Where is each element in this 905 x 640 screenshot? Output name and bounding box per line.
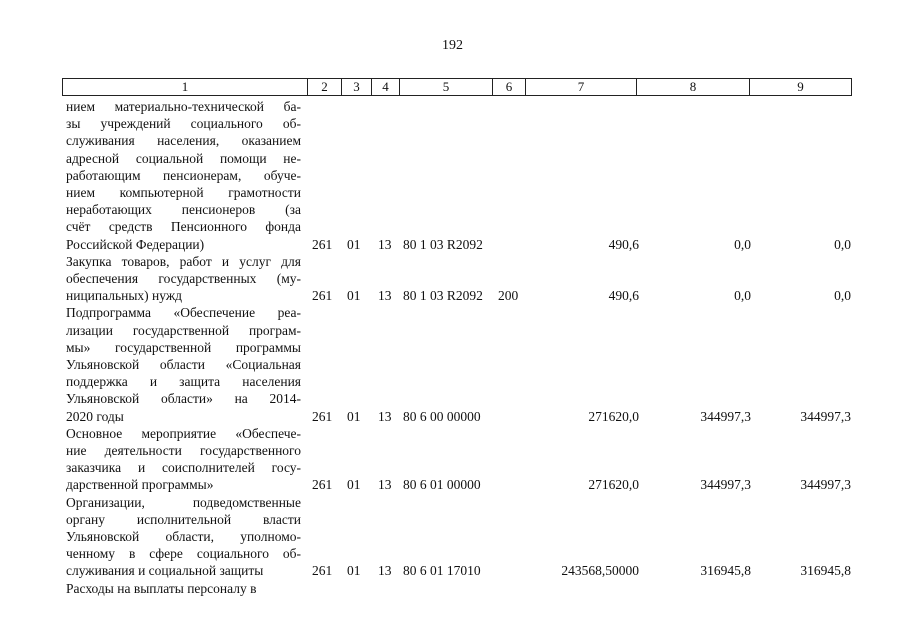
- description-line: неработающих пенсионеров (за: [66, 202, 301, 218]
- cell-col-8: 0,0: [734, 236, 751, 252]
- cell-col-7: 271620,0: [588, 408, 639, 424]
- description-line: Основное мероприятие «Обеспече-: [66, 425, 301, 441]
- row-description: [66, 304, 301, 424]
- cell-col-4: 13: [378, 563, 392, 579]
- description-line: служивания и социальной защиты: [66, 563, 264, 579]
- description-line: счёт средств Пенсионного фонда: [66, 219, 301, 235]
- cell-col-5: 80 1 03 R2092: [403, 236, 483, 252]
- cell-col-2: 261: [312, 288, 333, 304]
- cell-col-8: 344997,3: [700, 477, 751, 493]
- description-line: мы» государственной программы: [66, 339, 301, 355]
- row-description: [66, 425, 301, 494]
- description-line: Закупка товаров, работ и услуг для: [66, 253, 301, 269]
- cell-col-8: 344997,3: [700, 408, 751, 424]
- table-row: [0, 98, 905, 253]
- description-line: поддержка и защита населения: [66, 374, 301, 390]
- table-row: [0, 253, 905, 305]
- description-line: работающим пенсионерам, обуче-: [66, 167, 301, 183]
- row-description: [66, 580, 301, 597]
- header-col-5: 5: [400, 79, 493, 95]
- header-col-9: 9: [797, 79, 804, 94]
- cell-col-9: 344997,3: [800, 477, 851, 493]
- description-line: зы учреждений социального об-: [66, 116, 301, 132]
- description-line: ниципальных) нужд: [66, 288, 183, 304]
- cell-col-4: 13: [378, 288, 392, 304]
- cell-col-3: 01: [347, 563, 361, 579]
- description-line: Организации, подведомственные: [66, 494, 301, 510]
- description-line: ние деятельности государственного: [66, 443, 301, 458]
- cell-col-2: 261: [312, 408, 333, 424]
- page-number: 192: [442, 38, 463, 53]
- cell-col-3: 01: [347, 408, 361, 424]
- cell-col-3: 01: [347, 288, 361, 304]
- row-description: [66, 494, 301, 580]
- description-line: служивания населения, оказанием: [66, 133, 301, 149]
- header-col-3: 3: [342, 79, 372, 95]
- cell-col-4: 13: [378, 236, 392, 252]
- cell-col-9: 316945,8: [800, 563, 851, 579]
- cell-col-2: 261: [312, 236, 333, 252]
- table-row: [0, 304, 905, 424]
- header-col-2: 2: [308, 79, 342, 95]
- cell-col-6: 200: [498, 288, 519, 304]
- description-line: Ульяновской области» на 2014-: [66, 391, 301, 407]
- description-line: Ульяновской области, уполномо-: [66, 529, 301, 544]
- cell-col-4: 13: [378, 408, 392, 424]
- cell-col-5: 80 6 00 00000: [403, 408, 481, 424]
- cell-col-7: 490,6: [608, 236, 639, 252]
- cell-col-4: 13: [378, 477, 392, 493]
- description-line: дарственной программы»: [66, 477, 214, 493]
- description-line: адресной социальной помощи не-: [66, 150, 301, 166]
- header-col-1: 1: [63, 79, 308, 95]
- description-line: обеспечения государственных (му-: [66, 271, 301, 286]
- header-col-7: 7: [526, 79, 637, 95]
- cell-col-5: 80 6 01 00000: [403, 477, 481, 493]
- cell-col-7: 490,6: [608, 288, 639, 304]
- description-line: ченному в сфере социального об-: [66, 546, 301, 562]
- description-line: Ульяновской области «Социальная: [66, 357, 301, 372]
- cell-col-2: 261: [312, 563, 333, 579]
- table-row: [0, 425, 905, 494]
- table-row: [0, 580, 905, 597]
- table-row: [0, 494, 905, 580]
- cell-col-7: 243568,50000: [561, 563, 639, 579]
- table-header: [62, 78, 852, 96]
- row-description: [66, 98, 301, 253]
- cell-col-2: 261: [312, 477, 333, 493]
- description-line: нием материально-технической ба-: [66, 99, 301, 114]
- description-line: Подпрограмма «Обеспечение реа-: [66, 305, 301, 321]
- header-col-8: 8: [637, 79, 750, 95]
- cell-col-5: 80 1 03 R2092: [403, 288, 483, 304]
- cell-col-8: 316945,8: [700, 563, 751, 579]
- description-line: лизации государственной програм-: [66, 322, 301, 338]
- cell-col-7: 271620,0: [588, 477, 639, 493]
- description-line: заказчика и соисполнителей госу-: [66, 460, 301, 476]
- cell-col-3: 01: [347, 236, 361, 252]
- description-line: 2020 годы: [66, 408, 124, 424]
- cell-col-8: 0,0: [734, 288, 751, 304]
- description-line: нием компьютерной грамотности: [66, 185, 301, 201]
- cell-col-5: 80 6 01 17010: [403, 563, 481, 579]
- header-col-4: 4: [372, 79, 400, 95]
- description-line: Российской Федерации): [66, 236, 205, 252]
- cell-col-9: 344997,3: [800, 408, 851, 424]
- cell-col-9: 0,0: [834, 236, 851, 252]
- header-col-6: 6: [493, 79, 526, 95]
- cell-col-3: 01: [347, 477, 361, 493]
- description-line: Расходы на выплаты персоналу в: [66, 580, 257, 596]
- row-description: [66, 253, 301, 305]
- description-line: органу исполнительной власти: [66, 511, 301, 527]
- cell-col-9: 0,0: [834, 288, 851, 304]
